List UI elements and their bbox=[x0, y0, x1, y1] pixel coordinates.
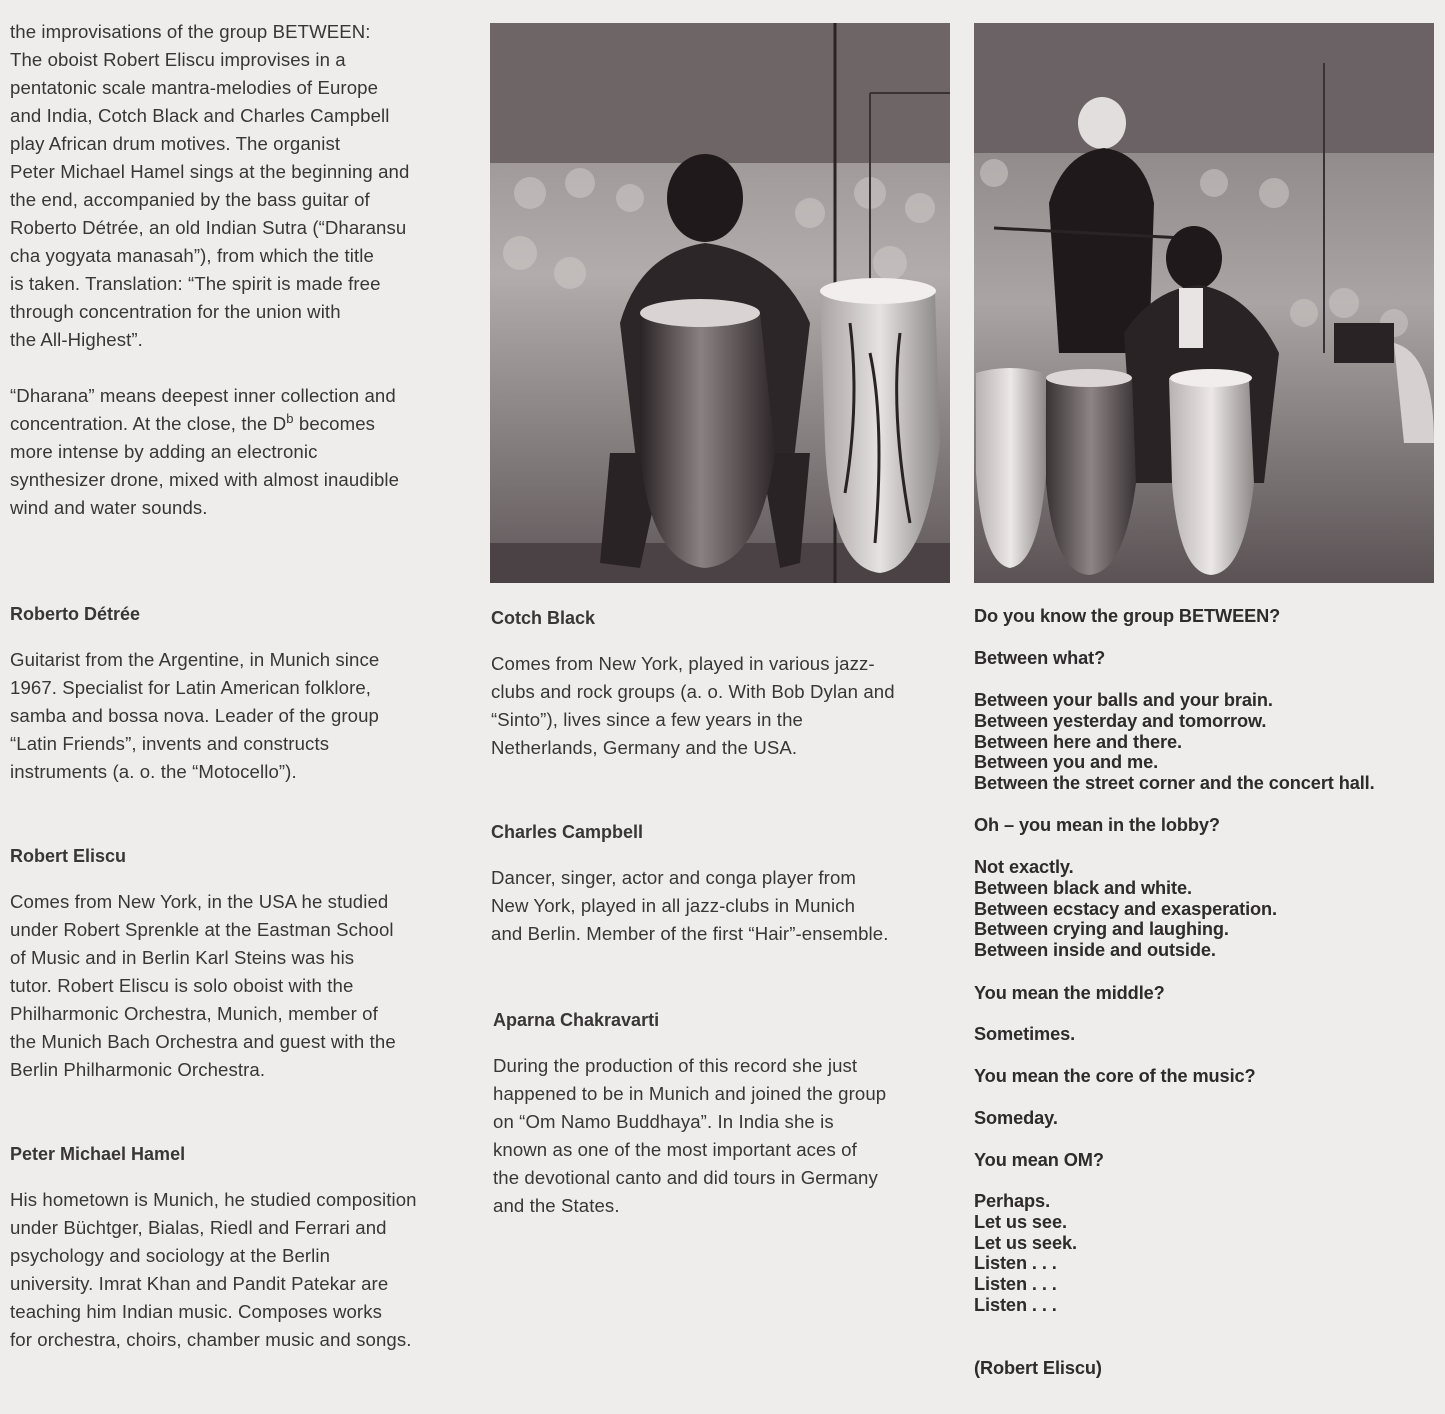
dharana-text: concentration. At the close, the D bbox=[10, 413, 287, 434]
dialog-line: You mean OM? bbox=[974, 1150, 1104, 1170]
dialog-line: Between inside and outside. bbox=[974, 940, 1216, 961]
dharana-line: more intense by adding an electronic bbox=[10, 441, 318, 462]
dialog-answer bbox=[974, 857, 1277, 961]
dialog-line: Between yesterday and tomorrow. bbox=[974, 710, 1267, 731]
dialog-line: Between ecstacy and exasperation. bbox=[974, 898, 1277, 919]
bio-line: psychology and sociology at the Berlin bbox=[10, 1245, 331, 1266]
dialog-line: Between your balls and your brain. bbox=[974, 690, 1273, 710]
intro-line: pentatonic scale mantra-melodies of Europe bbox=[10, 77, 379, 98]
bio-text bbox=[491, 650, 895, 762]
bio-heading: Roberto Détrée bbox=[10, 604, 141, 624]
intro-line: the end, accompanied by the bass guitar of bbox=[10, 189, 370, 210]
bio-heading: Aparna Chakravarti bbox=[493, 1010, 660, 1030]
dialog-line: You mean the middle? bbox=[974, 983, 1165, 1003]
bio-line: happened to be in Munich and joined the group bbox=[493, 1083, 887, 1104]
intro-line: the All-Highest”. bbox=[10, 329, 143, 350]
dialog-line: Between crying and laughing. bbox=[974, 919, 1229, 940]
bio-line: His hometown is Munich, he studied composition bbox=[10, 1189, 417, 1210]
bio-line: under Robert Sprenkle at the Eastman School bbox=[10, 919, 394, 940]
bio-line: “Latin Friends”, invents and constructs bbox=[10, 733, 330, 754]
bio-line: the Munich Bach Orchestra and guest with the bbox=[10, 1031, 396, 1052]
bio-line: Comes from New York, played in various jazz- bbox=[491, 653, 875, 674]
bio-heading: Cotch Black bbox=[491, 608, 596, 628]
bio-line: Philharmonic Orchestra, Munich, member of bbox=[10, 1003, 378, 1024]
signature-line: (Robert Eliscu) bbox=[974, 1358, 1102, 1378]
bio-line: and the States. bbox=[493, 1195, 620, 1216]
bio-text bbox=[491, 864, 888, 948]
bio-text bbox=[10, 888, 396, 1084]
dharana-line: synthesizer drone, mixed with almost inaudible bbox=[10, 469, 400, 490]
dialog-question bbox=[974, 1150, 1104, 1171]
dialog-line: Between black and white. bbox=[974, 877, 1192, 898]
bio-line: on “Om Namo Buddhaya”. In India she is bbox=[493, 1111, 834, 1132]
dialog-line: Do you know the group BETWEEN? bbox=[974, 606, 1281, 626]
dialog-answer bbox=[974, 690, 1375, 794]
bio-line: Guitarist from the Argentine, in Munich since bbox=[10, 649, 380, 670]
dialog-question bbox=[974, 648, 1105, 669]
bio-line: and Berlin. Member of the first “Hair”-ensemble. bbox=[491, 923, 889, 944]
flat-superscript: b bbox=[286, 410, 294, 426]
dialog-line: Oh – you mean in the lobby? bbox=[974, 815, 1220, 835]
dialog-line: Someday. bbox=[974, 1108, 1058, 1128]
bio-line: Berlin Philharmonic Orchestra. bbox=[10, 1059, 266, 1080]
bio-chakravarti bbox=[493, 1008, 886, 1220]
dialog-answer bbox=[974, 1108, 1058, 1129]
bio-line: for orchestra, choirs, chamber music and songs. bbox=[10, 1329, 412, 1350]
bio-line: During the production of this record she just bbox=[493, 1055, 858, 1076]
photo-cotch-black-congas bbox=[490, 23, 950, 583]
photo-illustration bbox=[974, 23, 1434, 583]
bio-line: samba and bossa nova. Leader of the group bbox=[10, 705, 380, 726]
dialog-question bbox=[974, 606, 1280, 627]
intro-line: and India, Cotch Black and Charles Campbell bbox=[10, 105, 390, 126]
dialog-line: Between here and there. bbox=[974, 731, 1182, 752]
dialog-line: Let us seek. bbox=[974, 1232, 1077, 1253]
bio-line: teaching him Indian music. Composes works bbox=[10, 1301, 382, 1322]
photo-illustration bbox=[490, 23, 950, 583]
dialog-line: Let us see. bbox=[974, 1211, 1067, 1232]
dharana-text: becomes bbox=[293, 413, 376, 434]
dialog-answer bbox=[974, 1024, 1075, 1045]
bio-line: tutor. Robert Eliscu is solo oboist with the bbox=[10, 975, 354, 996]
dialog-line: Between you and me. bbox=[974, 752, 1159, 773]
intro-paragraph bbox=[10, 18, 409, 354]
bio-line: “Sinto”), lives since a few years in the bbox=[491, 709, 803, 730]
intro-line: The oboist Robert Eliscu improvises in a bbox=[10, 49, 346, 70]
bio-eliscu bbox=[10, 844, 396, 1084]
intro-line: the improvisations of the group BETWEEN: bbox=[10, 21, 371, 42]
intro-text bbox=[10, 18, 409, 522]
bio-line: Dancer, singer, actor and conga player from bbox=[491, 867, 857, 888]
bio-line: of Music and in Berlin Karl Steins was his bbox=[10, 947, 355, 968]
intro-line: through concentration for the union with bbox=[10, 301, 341, 322]
dialog-line: Listen . . . bbox=[974, 1294, 1057, 1315]
bio-black bbox=[491, 606, 895, 762]
bio-campbell bbox=[491, 820, 888, 948]
dialog-question bbox=[974, 815, 1220, 836]
bio-heading: Charles Campbell bbox=[491, 822, 644, 842]
dharana-line: wind and water sounds. bbox=[10, 497, 208, 518]
bio-hamel bbox=[10, 1142, 417, 1354]
dharana-paragraph bbox=[10, 382, 409, 522]
dialog-line: Between the street corner and the concert hall. bbox=[974, 773, 1375, 794]
dialog-line: Listen . . . bbox=[974, 1274, 1057, 1295]
bio-line: instruments (a. o. the “Motocello”). bbox=[10, 761, 297, 782]
bio-detree bbox=[10, 602, 379, 786]
bio-heading: Robert Eliscu bbox=[10, 846, 127, 866]
intro-line: Peter Michael Hamel sings at the beginning and bbox=[10, 161, 410, 182]
bio-line: under Büchtger, Bialas, Riedl and Ferrari and bbox=[10, 1217, 387, 1238]
dialog-line: Not exactly. bbox=[974, 857, 1074, 877]
dialog-line: You mean the core of the music? bbox=[974, 1066, 1256, 1086]
dialog-question bbox=[974, 1066, 1256, 1087]
photo-conductor-and-congas bbox=[974, 23, 1434, 583]
dialog-line: Perhaps. bbox=[974, 1191, 1051, 1211]
dharana-line: “Dharana” means deepest inner collection and bbox=[10, 385, 396, 406]
bio-text bbox=[10, 646, 379, 786]
bio-line: university. Imrat Khan and Pandit Patekar are bbox=[10, 1273, 389, 1294]
bio-line: 1967. Specialist for Latin American folklore, bbox=[10, 677, 372, 698]
bio-line: known as one of the most important aces of bbox=[493, 1139, 857, 1160]
dialog-question bbox=[974, 983, 1165, 1004]
bio-text bbox=[493, 1052, 886, 1220]
intro-line: is taken. Translation: “The spirit is made free bbox=[10, 273, 381, 294]
bio-line: the devotional canto and did tours in Germany bbox=[493, 1167, 878, 1188]
dialog-signature bbox=[974, 1358, 1102, 1379]
dharana-line bbox=[10, 410, 409, 438]
bio-line: Netherlands, Germany and the USA. bbox=[491, 737, 798, 758]
bio-line: clubs and rock groups (a. o. With Bob Dylan and bbox=[491, 681, 895, 702]
intro-line: cha yogyata manasah”), from which the title bbox=[10, 245, 374, 266]
dialog-line: Listen . . . bbox=[974, 1253, 1057, 1274]
intro-line: play African drum motives. The organist bbox=[10, 133, 341, 154]
dialog-line: Between what? bbox=[974, 648, 1106, 668]
bio-text bbox=[10, 1186, 417, 1354]
dialog-answer bbox=[974, 1191, 1077, 1316]
bio-line: New York, played in all jazz-clubs in Munich bbox=[491, 895, 856, 916]
intro-line: Roberto Détrée, an old Indian Sutra (“Dharansu bbox=[10, 217, 407, 238]
bio-heading: Peter Michael Hamel bbox=[10, 1144, 186, 1164]
dialog-line: Sometimes. bbox=[974, 1024, 1076, 1044]
bio-line: Comes from New York, in the USA he studied bbox=[10, 891, 389, 912]
